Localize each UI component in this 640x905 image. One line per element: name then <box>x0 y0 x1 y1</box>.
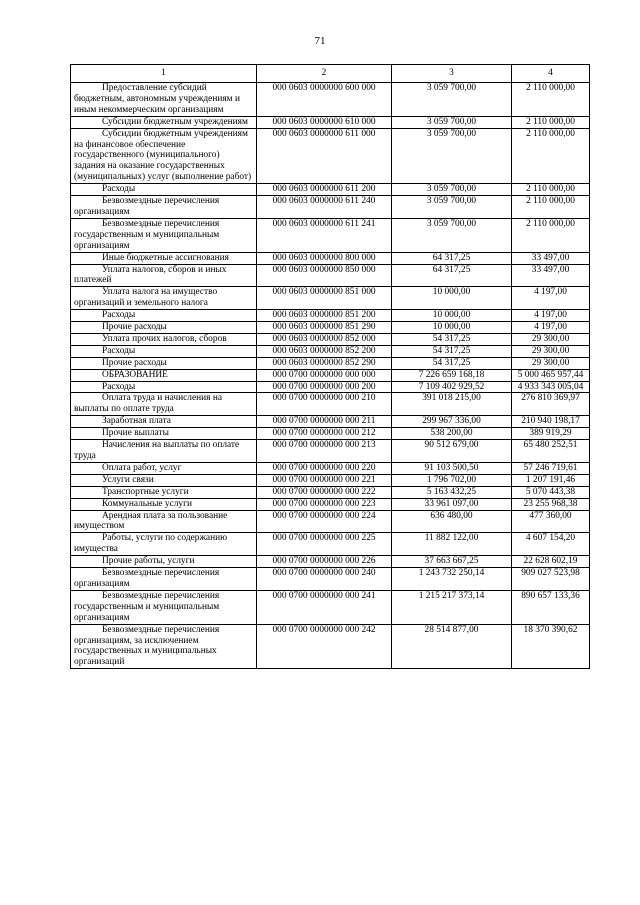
row-value-4: 2 110 000,00 <box>512 184 590 196</box>
row-value-4: 29 300,00 <box>512 345 590 357</box>
column-header-4: 4 <box>512 65 590 83</box>
row-name <box>71 128 257 184</box>
row-code: 000 0603 0000000 852 290 <box>257 357 392 369</box>
row-value-3: 1 215 217 373,14 <box>392 590 512 624</box>
row-value-4: 57 246 719,61 <box>512 462 590 474</box>
row-value-3: 3 059 700,00 <box>392 116 512 128</box>
row-value-3: 28 514 877,00 <box>392 624 512 669</box>
table-row <box>71 428 590 440</box>
row-value-4: 2 110 000,00 <box>512 83 590 117</box>
table-row <box>71 556 590 568</box>
row-name <box>71 590 257 624</box>
row-name <box>71 345 257 357</box>
row-value-4: 389 919,29 <box>512 428 590 440</box>
row-value-4: 33 497,00 <box>512 252 590 264</box>
table-row <box>71 498 590 510</box>
row-code: 000 0603 0000000 800 000 <box>257 252 392 264</box>
row-name-text: Начисления на выплаты по оплате труда <box>74 440 240 461</box>
row-name <box>71 83 257 117</box>
row-name-text: Безвозмездные перечисления организациям <box>74 196 220 217</box>
row-value-4: 18 370 390,62 <box>512 624 590 669</box>
table-row <box>71 568 590 591</box>
row-code: 000 0700 0000000 000 220 <box>257 462 392 474</box>
row-value-3: 5 163 432,25 <box>392 486 512 498</box>
row-name-text: Прочие работы, услуги <box>102 556 195 567</box>
row-name-text: Работы, услуги по содержанию имущества <box>74 533 228 555</box>
row-name-text: ОБРАЗОВАНИЕ <box>102 369 168 380</box>
row-code: 000 0603 0000000 850 000 <box>257 264 392 287</box>
row-value-4: 4 197,00 <box>512 310 590 322</box>
row-name-text: Субсидии бюджетным учреждениям на финансовое обеспечение государственного (муниципального) задания на оказание государственных (муниципальных) услуг (выполнение работ) <box>74 128 252 183</box>
row-name-text: Транспортные услуги <box>102 486 189 497</box>
row-code: 000 0700 0000000 000 224 <box>257 510 392 533</box>
row-value-4: 890 657 133,36 <box>512 590 590 624</box>
row-name-text: Оплата работ, услуг <box>102 462 182 473</box>
row-value-3: 64 317,25 <box>392 252 512 264</box>
row-value-3: 636 480,00 <box>392 510 512 533</box>
table-row <box>71 510 590 533</box>
row-name <box>71 393 257 416</box>
row-name <box>71 568 257 591</box>
row-value-3: 90 512 679,00 <box>392 440 512 463</box>
row-value-3: 538 200,00 <box>392 428 512 440</box>
row-name <box>71 264 257 287</box>
column-header-2: 2 <box>257 65 392 83</box>
row-name-text: Уплата налога на имущество организаций и земельного налога <box>74 287 218 309</box>
budget-table <box>70 64 590 669</box>
row-code: 000 0700 0000000 000 240 <box>257 568 392 591</box>
row-name-text: Коммунальные услуги <box>102 498 192 509</box>
row-code: 000 0700 0000000 000 222 <box>257 486 392 498</box>
row-name <box>71 322 257 334</box>
row-code: 000 0700 0000000 000 221 <box>257 474 392 486</box>
column-header-3: 3 <box>392 65 512 83</box>
row-code: 000 0700 0000000 000 200 <box>257 381 392 393</box>
row-code: 000 0603 0000000 852 000 <box>257 333 392 345</box>
row-value-4: 4 197,00 <box>512 287 590 310</box>
row-name-text: Прочие расходы <box>102 357 167 368</box>
table-row <box>71 486 590 498</box>
row-code: 000 0700 0000000 000 210 <box>257 393 392 416</box>
row-code: 000 0700 0000000 000 241 <box>257 590 392 624</box>
row-name-text: Прочие выплаты <box>102 428 169 439</box>
row-value-4: 2 110 000,00 <box>512 116 590 128</box>
row-name <box>71 381 257 393</box>
row-value-4: 210 940 198,17 <box>512 416 590 428</box>
row-value-4: 477 360,00 <box>512 510 590 533</box>
row-name <box>71 252 257 264</box>
row-name-text: Безвозмездные перечисления государственным и муниципальным организациям <box>74 590 220 623</box>
row-code: 000 0603 0000000 851 290 <box>257 322 392 334</box>
row-value-3: 10 000,00 <box>392 287 512 310</box>
row-value-3: 54 317,25 <box>392 357 512 369</box>
row-name <box>71 428 257 440</box>
table-row <box>71 333 590 345</box>
row-value-4: 33 497,00 <box>512 264 590 287</box>
row-code: 000 0603 0000000 600 000 <box>257 83 392 117</box>
row-value-3: 7 226 659 168,18 <box>392 369 512 381</box>
row-name <box>71 474 257 486</box>
row-name <box>71 357 257 369</box>
row-value-3: 37 663 667,25 <box>392 556 512 568</box>
table-row <box>71 624 590 669</box>
table-row <box>71 462 590 474</box>
row-value-4: 29 300,00 <box>512 357 590 369</box>
row-value-3: 3 059 700,00 <box>392 218 512 252</box>
row-name <box>71 624 257 669</box>
row-code: 000 0603 0000000 851 000 <box>257 287 392 310</box>
row-name-text: Оплата труда и начисления на выплаты по оплате труда <box>74 393 223 415</box>
row-name <box>71 333 257 345</box>
row-name-text: Заработная плата <box>102 416 171 427</box>
row-value-4: 23 255 968,38 <box>512 498 590 510</box>
row-value-3: 3 059 700,00 <box>392 128 512 184</box>
row-value-3: 54 317,25 <box>392 345 512 357</box>
table-row <box>71 184 590 196</box>
row-code: 000 0603 0000000 611 000 <box>257 128 392 184</box>
table-row <box>71 252 590 264</box>
row-name <box>71 462 257 474</box>
row-value-4: 5 070 443,38 <box>512 486 590 498</box>
row-value-3: 1 796 702,00 <box>392 474 512 486</box>
row-value-3: 3 059 700,00 <box>392 83 512 117</box>
table-row <box>71 440 590 463</box>
row-name-text: Расходы <box>102 381 136 392</box>
row-code: 000 0603 0000000 610 000 <box>257 116 392 128</box>
row-code: 000 0700 0000000 000 223 <box>257 498 392 510</box>
row-name <box>71 218 257 252</box>
row-name-text: Расходы <box>102 345 136 356</box>
row-value-3: 3 059 700,00 <box>392 196 512 219</box>
row-code: 000 0603 0000000 611 241 <box>257 218 392 252</box>
row-value-4: 276 810 369,97 <box>512 393 590 416</box>
row-name <box>71 310 257 322</box>
row-name <box>71 416 257 428</box>
row-value-4: 909 027 523,98 <box>512 568 590 591</box>
row-name-text: Иные бюджетные ассигнования <box>102 252 229 263</box>
table-row <box>71 264 590 287</box>
row-code: 000 0603 0000000 851 200 <box>257 310 392 322</box>
row-name <box>71 287 257 310</box>
row-name <box>71 369 257 381</box>
table-header-row <box>71 65 590 83</box>
row-code: 000 0700 0000000 000 211 <box>257 416 392 428</box>
table-row <box>71 474 590 486</box>
table-row <box>71 357 590 369</box>
row-name <box>71 196 257 219</box>
row-value-4: 65 480 252,51 <box>512 440 590 463</box>
table-row <box>71 196 590 219</box>
row-name-text: Безвозмездные перечисления организациям, за исключением государственных и муниципальных организаций <box>74 624 220 668</box>
table-row <box>71 416 590 428</box>
row-value-4: 4 197,00 <box>512 322 590 334</box>
row-name-text: Уплата налогов, сборов и иных платежей <box>74 264 227 286</box>
row-name <box>71 184 257 196</box>
row-code: 000 0700 0000000 000 242 <box>257 624 392 669</box>
row-name <box>71 498 257 510</box>
row-value-4: 1 207 191,46 <box>512 474 590 486</box>
row-name <box>71 486 257 498</box>
row-name <box>71 116 257 128</box>
row-value-4: 4 933 343 005,04 <box>512 381 590 393</box>
row-value-4: 29 300,00 <box>512 333 590 345</box>
row-name-text: Безвозмездные перечисления организациям <box>74 568 220 589</box>
row-value-3: 10 000,00 <box>392 310 512 322</box>
row-value-3: 7 109 402 929,52 <box>392 381 512 393</box>
column-header-1: 1 <box>71 65 257 83</box>
row-name <box>71 556 257 568</box>
row-value-3: 64 317,25 <box>392 264 512 287</box>
table-row <box>71 116 590 128</box>
table-row <box>71 345 590 357</box>
row-value-3: 3 059 700,00 <box>392 184 512 196</box>
row-name <box>71 510 257 533</box>
table-body <box>71 83 590 669</box>
table-row <box>71 369 590 381</box>
row-name-text: Арендная плата за пользование имуществом <box>74 510 228 532</box>
row-code: 000 0700 0000000 000 226 <box>257 556 392 568</box>
page-number: 71 <box>314 35 326 47</box>
row-code: 000 0700 0000000 000 225 <box>257 533 392 556</box>
table-row <box>71 310 590 322</box>
row-name-text: Субсидии бюджетным учреждениям <box>102 116 248 127</box>
table-row <box>71 128 590 184</box>
row-value-4: 2 110 000,00 <box>512 128 590 184</box>
row-name-text: Предоставление субсидий бюджетным, автономным учреждениям и иным некоммерческим организациям <box>74 83 240 115</box>
row-name <box>71 440 257 463</box>
row-value-3: 91 103 500,50 <box>392 462 512 474</box>
row-name-text: Услуги связи <box>102 474 154 485</box>
row-value-3: 1 243 732 250,14 <box>392 568 512 591</box>
row-name-text: Прочие расходы <box>102 322 167 333</box>
row-name-text: Расходы <box>102 310 136 321</box>
row-value-3: 33 961 097,00 <box>392 498 512 510</box>
table-row <box>71 590 590 624</box>
row-value-4: 22 628 602,19 <box>512 556 590 568</box>
table-row <box>71 218 590 252</box>
row-value-4: 2 110 000,00 <box>512 218 590 252</box>
row-value-3: 299 967 336,00 <box>392 416 512 428</box>
table-row <box>71 381 590 393</box>
row-code: 000 0603 0000000 852 200 <box>257 345 392 357</box>
table-row <box>71 533 590 556</box>
table-row <box>71 83 590 117</box>
row-value-4: 4 607 154,20 <box>512 533 590 556</box>
row-code: 000 0700 0000000 000 212 <box>257 428 392 440</box>
table-row <box>71 393 590 416</box>
row-value-3: 54 317,25 <box>392 333 512 345</box>
row-value-3: 11 882 122,00 <box>392 533 512 556</box>
row-code: 000 0603 0000000 611 200 <box>257 184 392 196</box>
row-code: 000 0700 0000000 000 213 <box>257 440 392 463</box>
row-name-text: Безвозмездные перечисления государственным и муниципальным организациям <box>74 218 220 251</box>
table-row <box>71 287 590 310</box>
row-code: 000 0700 0000000 000 000 <box>257 369 392 381</box>
table-row <box>71 322 590 334</box>
row-name <box>71 533 257 556</box>
row-name-text: Расходы <box>102 184 136 195</box>
row-name-text: Уплата прочих налогов, сборов <box>102 333 227 344</box>
row-value-4: 5 000 465 957,44 <box>512 369 590 381</box>
row-value-3: 10 000,00 <box>392 322 512 334</box>
row-value-3: 391 018 215,00 <box>392 393 512 416</box>
row-code: 000 0603 0000000 611 240 <box>257 196 392 219</box>
row-value-4: 2 110 000,00 <box>512 196 590 219</box>
